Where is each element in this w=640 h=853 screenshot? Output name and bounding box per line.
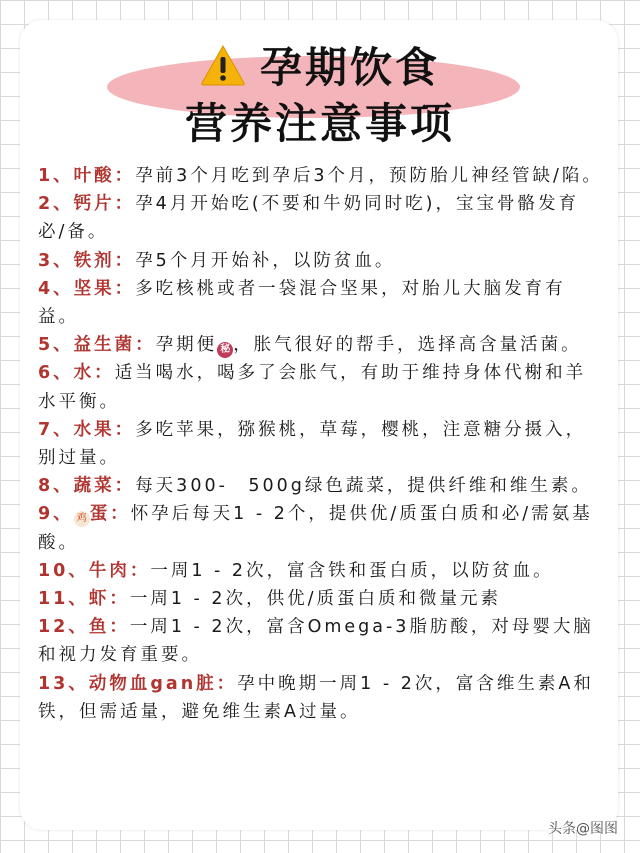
item-text: 孕4月开始吃(不要和牛奶同时吃)，宝宝骨骼发育必/备。 bbox=[38, 194, 579, 243]
item-label: 5、益生菌： bbox=[38, 335, 156, 356]
list-item bbox=[38, 247, 606, 275]
item-text: 孕前3个月吃到孕后3个月，预防胎儿神经管缺/陷。 bbox=[135, 166, 603, 186]
title-line-1 bbox=[0, 40, 640, 96]
list-item bbox=[38, 585, 606, 613]
list-item bbox=[38, 557, 606, 585]
list-item bbox=[38, 190, 606, 246]
item-label: 6、水： bbox=[38, 363, 115, 384]
item-text: 孕期便 bbox=[155, 335, 218, 356]
list-item bbox=[38, 162, 606, 190]
list-item bbox=[38, 500, 606, 556]
item-text: 适当喝水，喝多了会胀气，有助于维持身体代榭和羊水平衡。 bbox=[38, 363, 587, 412]
item-label: 4、坚果： bbox=[38, 278, 136, 299]
item-text: ，胀气很好的帮手，选择高含量活菌。 bbox=[233, 335, 582, 356]
item-label: 13、动物血gan脏： bbox=[38, 673, 238, 694]
item-label: 7、水果： bbox=[38, 419, 136, 440]
title-line-2: 营养注意事项 bbox=[184, 99, 455, 148]
item-text: 一周1 - 2次，富含Omega-3脂肪酸，对母婴大脑和视力发育重要。 bbox=[38, 617, 594, 666]
item-text: 多吃苹果，猕猴桃，草莓，樱桃，注意糖分摄入，别过量。 bbox=[38, 419, 587, 469]
list-item bbox=[38, 275, 606, 331]
list-item bbox=[38, 613, 606, 669]
item-label: 1、叶酸： bbox=[38, 166, 136, 186]
item-label: 3、铁剂： bbox=[38, 250, 136, 271]
warning-icon bbox=[200, 44, 246, 86]
chicken-icon: 鸡 bbox=[74, 511, 90, 527]
title-text-1: 孕期饮食 bbox=[259, 43, 440, 92]
item-text: 每天300- 500g绿色蔬菜，提供纤维和维生素。 bbox=[135, 476, 592, 497]
list-item bbox=[38, 416, 606, 472]
title-block bbox=[0, 40, 640, 152]
item-text: 孕中晚期一周1 - 2次，富含维生素A和铁，但需适量，避免维生素A过量。 bbox=[38, 673, 594, 722]
list-item bbox=[38, 331, 606, 359]
item-label: 2、钙片： bbox=[38, 194, 136, 215]
watermark: 头条@图图 bbox=[548, 821, 618, 837]
item-text: 多吃核桃或者一袋混合坚果，对胎儿大脑发育有益。 bbox=[38, 278, 566, 328]
list-item bbox=[38, 472, 606, 500]
item-label: 8、蔬菜： bbox=[38, 476, 136, 497]
item-text: 一周1 - 2次，供优/质蛋白质和微量元素 bbox=[129, 589, 501, 610]
item-label: 12、鱼： bbox=[38, 617, 130, 638]
list-item bbox=[38, 359, 606, 415]
item-label: 蛋： bbox=[89, 504, 131, 525]
item-label: 10、牛肉： bbox=[38, 560, 151, 581]
list-item bbox=[38, 670, 606, 726]
item-text: 一周1 - 2次，富含铁和蛋白质，以防贫血。 bbox=[150, 560, 554, 581]
item-text: 怀孕后每天1 - 2个，提供优/质蛋白质和必/需氨基酸。 bbox=[38, 504, 593, 553]
mi-badge-icon: 秘 bbox=[217, 342, 233, 358]
item-label: 9、 bbox=[38, 504, 74, 525]
item-text: 孕5个月开始补，以防贫血。 bbox=[135, 250, 396, 271]
item-label: 11、虾： bbox=[38, 589, 130, 610]
nutrition-list bbox=[38, 162, 606, 726]
